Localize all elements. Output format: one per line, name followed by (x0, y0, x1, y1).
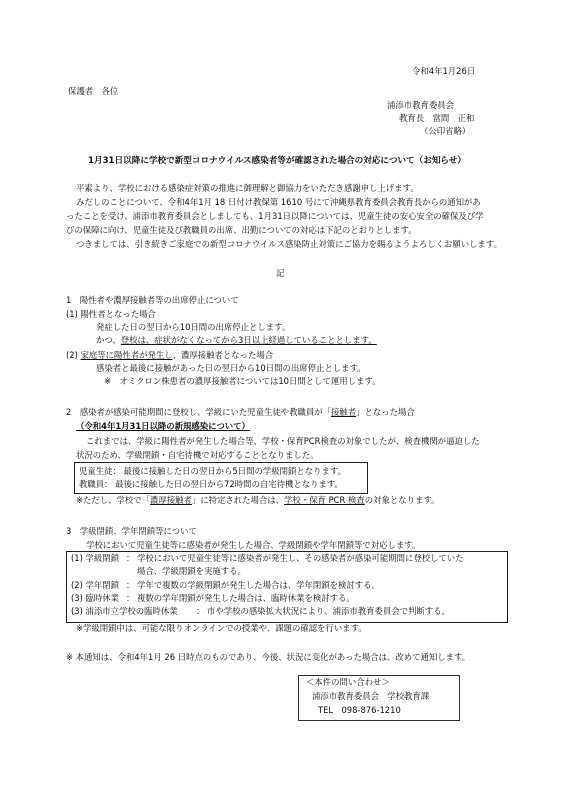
section2-para-1: これまでは、学級に陽性者が発生した場合等、学校・保育PCR検査の対象でしたが、検査機関が逼迫した (86, 436, 480, 446)
section2-para-2: 状況のため、学級閉鎖・自宅待機で対応することとなりました。 (76, 450, 319, 460)
closure-item-2-text: ： 学年で複数の学級閉鎖が発生した場合は、学年閉鎖を検討する。 (126, 580, 380, 590)
closure-item-3-label: (3) 臨時休業 (71, 593, 120, 603)
closure-item-1-label: (1) 学級閉鎖 (71, 553, 120, 563)
seal-note: （公印省略） (420, 126, 471, 136)
section1-sub2: (2) 家庭等に陽性者が発生し、濃厚接触者となった場合 (66, 350, 274, 360)
section2-heading: 2 感染者が感染可能期間に登校し、学級にいた児童生徒や教職員が「接触者」となった場合 (66, 407, 415, 417)
section1-sub2-line1: 感染者と最後に接触があった日の翌日から10日間の出席停止とします。 (96, 363, 366, 373)
intro-line-3: ったことを受け、浦添市教育委員会としましても、1月31日以降については、児童生徒の安心安全の確保及び学 (66, 211, 484, 221)
section2-note: ※ただし、学校で「濃厚接触者」に特定された場合は、学校・保育 PCR 検査の対象となります。 (76, 495, 440, 505)
intro-line-2: みだしのことについて、令和4年1月 18 日付け教保第 1610 号にて沖縄県教育委員会教育長からの通知があ (76, 197, 481, 207)
sender: 教育長 當間 正和 (399, 113, 475, 123)
intro-line-5: つきましては、引き続きご家庭での新型コロナウイルス感染防止対策にご協力を賜るようよろしくお願いします。 (76, 239, 502, 249)
section1-sub1: (1) 陽性者となった場合 (66, 309, 156, 319)
quarantine-staff: 教職員： 最後に接触した日の翌日から72時間の自宅待機となります。 (79, 479, 343, 489)
quarantine-students: 児童生徒： 最後に接触した日の翌日から5日間の学級閉鎖となります。 (79, 466, 346, 476)
footnote: ※ 本通知は、令和4年1月 26 日時点のものであり、今後、状況に変化があった場合は、改めて通知します。 (66, 652, 471, 662)
section3-heading: 3 学級閉鎖、学年閉鎖等について (66, 526, 197, 536)
section1-sub1-line2: かつ、登校は、症状がなくなってから3日以上経過していることとします。 (96, 335, 377, 345)
page-title: 1月31日以降に学校で新型コロナウイルス感染者等が確認された場合の対応について（お知らせ） (88, 156, 466, 166)
section3-para: 学校において児童生徒等に感染者が発生した場合、学級閉鎖や学年閉鎖等で対応します。 (86, 540, 421, 550)
ki-mark: 記 (276, 268, 285, 278)
closure-item-4-text: ： 市や学校の感染拡大状況により、浦添市教育委員会で判断する。 (196, 606, 450, 616)
section1-heading: 1 陽性者や濃厚接触者等の出席停止について (66, 295, 239, 305)
recipient: 保護者 各位 (68, 86, 119, 96)
contact-dept: 浦添市教育委員会 学校教育課 (312, 691, 430, 701)
date: 令和4年1月26日 (412, 66, 476, 76)
org-name: 浦添市教育委員会 (387, 100, 454, 110)
contact-tel: TEL 098-876-1210 (318, 705, 401, 715)
closure-item-3-text: ： 複数の学年閉鎖が発生した場合は、臨時休業を検討する。 (126, 593, 355, 603)
contact-title: ＜本件の問い合わせ＞ (306, 677, 390, 687)
section2-subheading: （令和4年1月31日以降の新規感染について） (76, 421, 250, 431)
intro-line-4: びの保障に向け、児童生徒及び教職員の出席、出勤についての対応は下記のとおりとします。 (66, 225, 417, 235)
closure-item-1-text2: 場合、学級閉鎖を実施する。 (137, 566, 246, 576)
intro-line-1: 平素より、学校における感染症対策の推進に御理解と御協力をいただき感謝申し上げます。 (76, 183, 419, 193)
section1-sub1-line1: 発症した日の翌日から10日間の出席停止とします。 (96, 322, 291, 332)
section1-sub2-note: ※ オミクロン株患者の濃厚接触者については10日間として運用します。 (104, 376, 381, 386)
closure-item-4-label: (3) 浦添市立学校の臨時休業 (71, 606, 178, 616)
closure-item-1-text: ： 学校において児童生徒等に感染者が発生し、その感染者が感染可能期間に登校していた (126, 553, 464, 563)
section3-note: ※学級閉鎖中は、可能な限りオンラインでの授業や、課題の確認を行います。 (76, 623, 367, 633)
closure-item-2-label: (2) 学年閉鎖 (71, 580, 120, 590)
